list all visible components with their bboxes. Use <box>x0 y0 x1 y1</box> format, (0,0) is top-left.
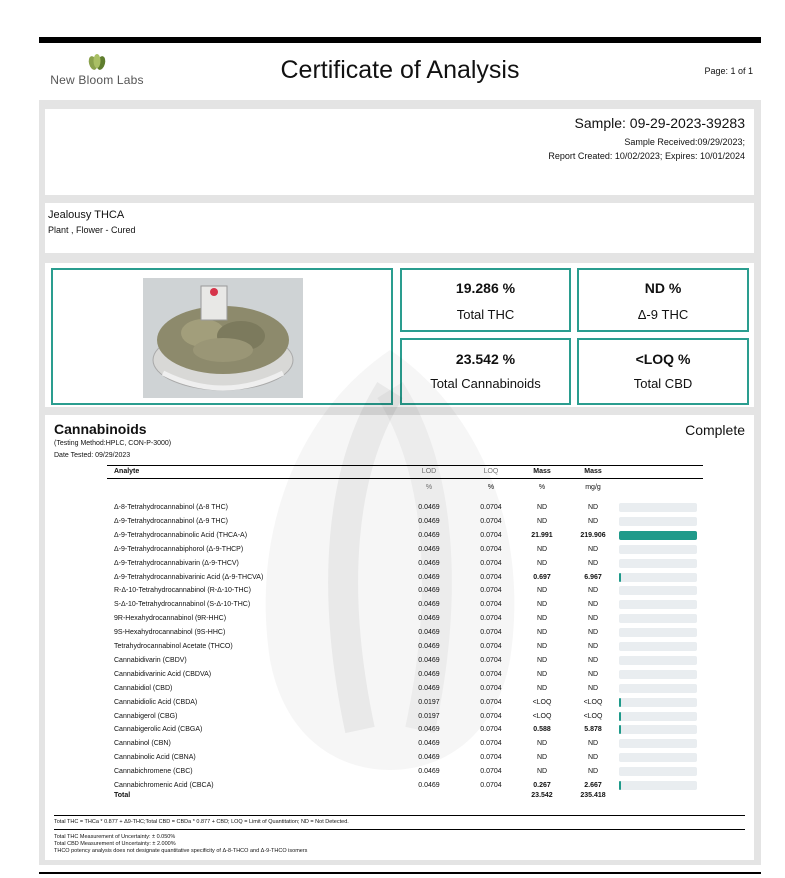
document-title: Certificate of Analysis <box>280 56 520 84</box>
mass-mgg-cell: ND <box>587 559 599 567</box>
loq-cell: 0.0704 <box>480 712 502 720</box>
loq-cell: 0.0704 <box>480 573 502 581</box>
total-pct: 23.542 <box>531 792 553 799</box>
mass-pct-cell: ND <box>536 684 548 692</box>
table-row <box>45 723 754 737</box>
lod-cell: 0.0469 <box>418 684 440 692</box>
product-panel <box>45 203 754 253</box>
lod-cell: 0.0469 <box>418 670 440 678</box>
level-bar-fill <box>619 573 621 582</box>
loq-cell: 0.0704 <box>480 517 502 525</box>
header-loq: LOQ <box>483 468 499 475</box>
mass-pct-cell: 0.697 <box>533 573 551 581</box>
mass-mgg-cell: ND <box>587 587 599 595</box>
level-bar <box>619 628 697 637</box>
analyte-cell: Cannabidiolic Acid (CBDA) <box>114 698 198 706</box>
level-bar-fill <box>619 725 621 734</box>
mass-mgg-cell: ND <box>587 643 599 650</box>
table-row <box>45 696 754 710</box>
analyte-cell: Δ-9-Tetrahydrocannabinol (Δ-9 THC) <box>114 517 229 525</box>
table-row <box>45 682 754 696</box>
level-bar <box>619 642 697 651</box>
sample-info-panel <box>45 109 754 195</box>
level-bar <box>619 600 697 609</box>
bottom-rule <box>39 872 761 874</box>
analyte-cell: Cannabidivarinic Acid (CBDVA) <box>114 670 212 678</box>
sample-received: Sample Received:09/29/2023; <box>624 137 745 147</box>
loq-cell: 0.0704 <box>480 587 502 595</box>
unit-lod: % <box>425 484 433 491</box>
mass-pct-cell: ND <box>536 643 548 650</box>
lab-name: New Bloom Labs <box>50 73 144 87</box>
page-number: Page: 1 of 1 <box>704 66 753 76</box>
analyte-cell: Cannabigerol (CBG) <box>114 712 178 720</box>
footnote-rule-2 <box>54 829 745 830</box>
analyte-cell: Δ-9-Tetrahydrocannabiphorol (Δ-9-THCP) <box>114 545 244 553</box>
report-dates: Report Created: 10/02/2023; Expires: 10/01/2024 <box>548 151 745 161</box>
mass-mgg-cell: ND <box>587 504 599 511</box>
status-label: Complete <box>685 422 745 438</box>
mass-mgg-cell: ND <box>587 629 599 637</box>
mass-mgg-cell: <LOQ <box>583 698 603 706</box>
header-analyte: Analyte <box>114 468 140 475</box>
analyte-cell: Cannabinolic Acid (CBNA) <box>114 754 196 762</box>
lod-cell: 0.0197 <box>418 712 440 720</box>
loq-cell: 0.0704 <box>480 504 502 511</box>
level-bar <box>619 781 697 790</box>
header-mass-mgg: Mass <box>584 468 602 475</box>
lod-cell: 0.0469 <box>418 615 440 623</box>
mass-pct-cell: ND <box>536 615 548 623</box>
level-bar <box>619 586 697 595</box>
analyte-cell: Cannabichromene (CBC) <box>114 768 193 776</box>
table-row <box>45 501 754 515</box>
level-bar <box>619 614 697 623</box>
analyte-cell: Δ-9-Tetrahydrocannabivarin (Δ-9-THCV) <box>114 559 239 567</box>
loq-cell: 0.0704 <box>480 684 502 692</box>
level-bar <box>619 753 697 762</box>
analyte-cell: Cannabigerolic Acid (CBGA) <box>114 726 203 734</box>
table-row <box>45 584 754 598</box>
report-body <box>39 100 761 865</box>
total-cbd-value: <LOQ % <box>635 351 691 367</box>
lod-cell: 0.0469 <box>418 573 440 581</box>
loq-cell: 0.0704 <box>480 545 502 553</box>
mass-mgg-cell: ND <box>587 545 599 553</box>
table-row <box>45 543 754 557</box>
loq-cell: 0.0704 <box>480 754 502 762</box>
loq-cell: 0.0704 <box>480 782 502 789</box>
table-row <box>45 710 754 724</box>
footnote-rule <box>54 815 745 816</box>
table-row <box>45 598 754 612</box>
lod-cell: 0.0469 <box>418 643 440 650</box>
mass-mgg-cell: ND <box>587 670 599 678</box>
level-bar <box>619 684 697 693</box>
loq-cell: 0.0704 <box>480 643 502 650</box>
lod-cell: 0.0197 <box>418 698 440 706</box>
level-bar <box>619 517 697 526</box>
level-bar <box>619 559 697 568</box>
table-header-rule <box>107 478 703 479</box>
total-cbd-label: Total CBD <box>633 376 693 391</box>
cannabinoids-panel <box>45 415 754 860</box>
level-bar <box>619 503 697 512</box>
sample-image-frame <box>51 268 393 405</box>
analyte-cell: Cannabinol (CBN) <box>114 740 171 748</box>
table-row <box>45 765 754 779</box>
mass-pct-cell: 21.991 <box>531 531 553 539</box>
level-bar-fill <box>619 712 621 721</box>
loq-cell: 0.0704 <box>480 559 502 567</box>
total-cannabinoids-card <box>400 338 571 405</box>
loq-cell: 0.0704 <box>480 531 502 539</box>
analyte-cell: Δ-9-Tetrahydrocannabinolic Acid (THCA-A) <box>114 531 248 539</box>
mass-mgg-cell: 6.967 <box>584 573 602 581</box>
header-lod: LOD <box>421 468 437 475</box>
mass-mgg-cell: ND <box>587 615 599 623</box>
mass-pct-cell: ND <box>536 545 548 553</box>
lod-cell: 0.0469 <box>418 782 440 789</box>
level-bar <box>619 725 697 734</box>
mass-pct-cell: ND <box>536 740 548 748</box>
analyte-cell: Cannabichromenic Acid (CBCA) <box>114 782 214 789</box>
unit-loq: % <box>487 484 495 491</box>
total-thc-label: Total THC <box>456 307 515 322</box>
loq-cell: 0.0704 <box>480 615 502 623</box>
level-bar <box>619 573 697 582</box>
footnote-cbd-uncertainty: Total CBD Measurement of Uncertainty: ± 2.000% <box>54 841 176 847</box>
lod-cell: 0.0469 <box>418 601 440 609</box>
table-row <box>45 612 754 626</box>
mass-pct-cell: 0.588 <box>533 726 551 734</box>
mass-mgg-cell: 219.906 <box>580 531 606 539</box>
mass-pct-cell: ND <box>536 504 548 511</box>
total-thc-card <box>400 268 571 332</box>
analyte-cell: 9R-Hexahydrocannabinol (9R-HHC) <box>114 615 227 623</box>
loq-cell: 0.0704 <box>480 629 502 637</box>
analyte-cell: Tetrahydrocannabinol Acetate (THCO) <box>114 643 233 650</box>
footnote-thc-uncertainty: Total THC Measurement of Uncertainty: ± 0.050% <box>54 834 176 840</box>
level-bar-fill <box>619 531 697 540</box>
header-mass-pct: Mass <box>533 468 551 475</box>
mass-mgg-cell: ND <box>587 517 599 525</box>
mass-mgg-cell: 5.878 <box>584 726 602 734</box>
mass-mgg-cell: 2.667 <box>584 782 602 789</box>
level-bar <box>619 712 697 721</box>
mass-pct-cell: <LOQ <box>532 698 552 706</box>
unit-mass-pct: % <box>538 484 546 491</box>
testing-method: (Testing Method:HPLC, CON-P-3000) <box>54 440 172 447</box>
mass-mgg-cell: ND <box>587 684 599 692</box>
lod-cell: 0.0469 <box>418 587 440 595</box>
lod-cell: 0.0469 <box>418 629 440 637</box>
total-row <box>45 790 754 804</box>
table-row <box>45 737 754 751</box>
mass-pct-cell: ND <box>536 670 548 678</box>
level-bar <box>619 656 697 665</box>
lod-cell: 0.0469 <box>418 545 440 553</box>
mass-mgg-cell: <LOQ <box>583 712 603 720</box>
level-bar <box>619 767 697 776</box>
mass-pct-cell: ND <box>536 754 548 762</box>
mass-mgg-cell: ND <box>587 768 599 776</box>
loq-cell: 0.0704 <box>480 768 502 776</box>
level-bar <box>619 531 697 540</box>
lod-cell: 0.0469 <box>418 656 440 664</box>
lod-cell: 0.0469 <box>418 726 440 734</box>
mass-mgg-cell: ND <box>587 601 599 609</box>
table-row <box>45 557 754 571</box>
loq-cell: 0.0704 <box>480 601 502 609</box>
total-cbd-card <box>577 338 749 405</box>
mass-pct-cell: ND <box>536 601 548 609</box>
analyte-cell: R-Δ-10-Tetrahydrocannabinol (R-Δ-10-THC) <box>114 587 251 595</box>
mass-pct-cell: ND <box>536 559 548 567</box>
mass-mgg-cell: ND <box>587 656 599 664</box>
table-row <box>45 529 754 543</box>
lod-cell: 0.0469 <box>418 754 440 762</box>
product-type: Plant , Flower - Cured <box>48 225 136 235</box>
total-cannabinoids-value: 23.542 % <box>455 351 516 367</box>
level-bar <box>619 670 697 679</box>
analyte-cell: 9S-Hexahydrocannabinol (9S-HHC) <box>114 629 226 637</box>
total-mgg: 235.418 <box>580 792 606 799</box>
loq-cell: 0.0704 <box>480 670 502 678</box>
mass-pct-cell: ND <box>536 656 548 664</box>
lod-cell: 0.0469 <box>418 768 440 776</box>
d9-thc-label: Δ-9 THC <box>637 307 689 322</box>
sample-id: Sample: 09-29-2023-39283 <box>574 115 745 131</box>
mass-mgg-cell: ND <box>587 754 599 762</box>
lod-cell: 0.0469 <box>418 740 440 748</box>
analyte-cell: Cannabidivarin (CBDV) <box>114 656 187 664</box>
table-top-rule <box>107 465 703 466</box>
mass-pct-cell: <LOQ <box>532 712 552 720</box>
analyte-cell: Δ-9-Tetrahydrocannabivarinic Acid (Δ-9-THCVA) <box>114 573 264 581</box>
lod-cell: 0.0469 <box>418 517 440 525</box>
loq-cell: 0.0704 <box>480 726 502 734</box>
level-bar <box>619 698 697 707</box>
report-header <box>39 43 761 100</box>
analyte-cell: S-Δ-10-Tetrahydrocannabinol (S-Δ-10-THC) <box>114 601 251 609</box>
footnote-thco: THCO potency analysis does not designate quantitative specificity of Δ-8-THCO and Δ-9-THCO isomers <box>54 848 308 854</box>
footnote-definitions: Total THC = THCa * 0.877 + Δ9-THC;Total CBD = CBDa * 0.877 + CBD; LOQ = Limit of Quantitation; ND = Not Detected. <box>54 819 349 825</box>
level-bar-fill <box>619 698 621 707</box>
mass-pct-cell: ND <box>536 768 548 776</box>
lod-cell: 0.0469 <box>418 504 440 511</box>
table-row <box>45 668 754 682</box>
loq-cell: 0.0704 <box>480 698 502 706</box>
table-row <box>45 751 754 765</box>
table-row <box>45 640 754 654</box>
lod-cell: 0.0469 <box>418 559 440 567</box>
mass-pct-cell: ND <box>536 587 548 595</box>
table-row <box>45 571 754 585</box>
analyte-cell: Cannabidiol (CBD) <box>114 684 173 692</box>
loq-cell: 0.0704 <box>480 740 502 748</box>
loq-cell: 0.0704 <box>480 656 502 664</box>
level-bar-fill <box>619 781 621 790</box>
sample-photo <box>143 278 303 398</box>
level-bar <box>619 739 697 748</box>
table-row <box>45 654 754 668</box>
mass-mgg-cell: ND <box>587 740 599 748</box>
cannabinoids-title: Cannabinoids <box>54 421 147 437</box>
analyte-cell: Δ-8-Tetrahydrocannabinol (Δ-8 THC) <box>114 504 229 511</box>
d9-thc-card <box>577 268 749 332</box>
mass-pct-cell: ND <box>536 629 548 637</box>
d9-thc-value: ND % <box>644 280 682 296</box>
unit-mass-mgg: mg/g <box>585 484 601 491</box>
total-thc-value: 19.286 % <box>455 280 516 296</box>
summary-panel <box>45 263 754 407</box>
lod-cell: 0.0469 <box>418 531 440 539</box>
mass-pct-cell: 0.267 <box>533 782 551 789</box>
total-label: Total <box>114 792 131 799</box>
mass-pct-cell: ND <box>536 517 548 525</box>
total-cannabinoids-label: Total Cannabinoids <box>430 376 541 391</box>
level-bar <box>619 545 697 554</box>
table-row <box>45 515 754 529</box>
table-row <box>45 626 754 640</box>
product-name: Jealousy THCA <box>48 209 125 221</box>
date-tested: Date Tested: 09/29/2023 <box>54 452 131 459</box>
